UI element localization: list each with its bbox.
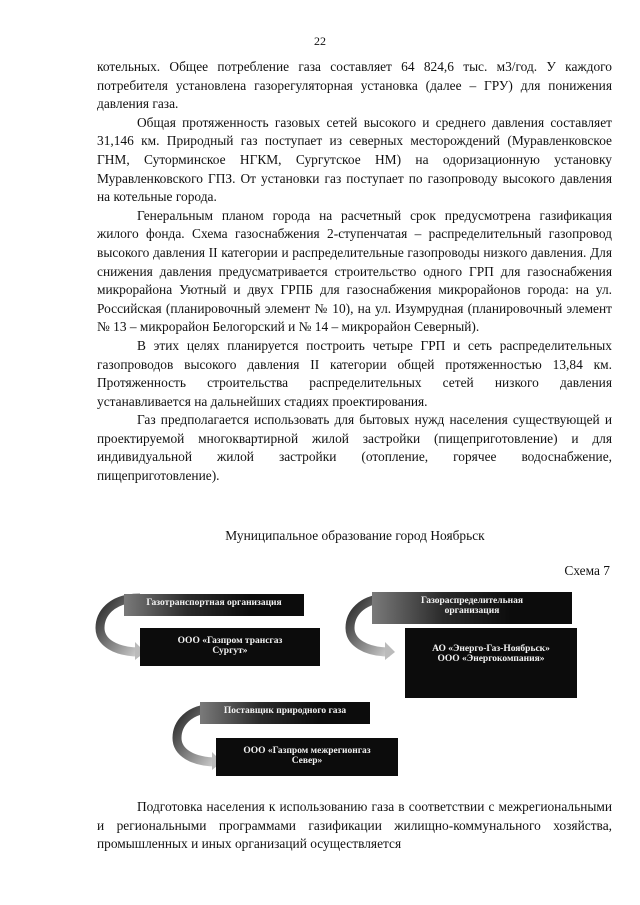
- gas-distribution-org-box: [405, 628, 577, 698]
- gas-distribution-org-header: [372, 592, 572, 624]
- bottom-text: [97, 798, 612, 854]
- paragraph-1: котельных. Общее потребление газа составляет 64 824,6 тыс. м3/год. У каждого потребителя установлена газорегуляторная установка (далее – ГРУ) для понижения давления газа.: [97, 59, 612, 112]
- gas-distribution-org-header-line1: Газораспределительная: [421, 596, 523, 606]
- paragraph-4: В этих целях планируется построить четыре ГРП и сеть распределительных газопроводов высокого давления II категории общей протяженностью 13,84 км. Протяженность строительства распределительных сетей низкого давления устанавливается на дальнейших стадиях проектирования.: [97, 337, 612, 409]
- gas-supplier-name-line2: Север»: [291, 756, 323, 766]
- gas-supply-diagram: [0, 580, 640, 780]
- gas-transport-org-box: [140, 628, 320, 666]
- gas-supplier-header: [200, 702, 370, 724]
- gas-distribution-org-header-line2: организация: [444, 606, 500, 616]
- gas-transport-org-header-text: Газотранспортная организация: [146, 598, 282, 608]
- paragraph-2: Общая протяженность газовых сетей высокого и среднего давления составляет 31,146 км. Природный газ поступает из северных месторождений (Муравленковское ГНМ, Суторминское НГКМ, Сургутское НМ) на одоризационную установку Муравленковского ГПЗ. От установки газ поступает по газопроводу высокого давления на котельные города.: [97, 114, 612, 205]
- gas-transport-org-name-line1: ООО «Газпром трансгаз: [177, 636, 283, 646]
- paragraph-5: Газ предполагается использовать для бытовых нужд населения существующей и проектируемой многоквартирной жилой застройки (пищеприготовление) и для индивидуальной жилой застройки (отопление, горячее водоснабжение, пищеприготовление).: [97, 412, 612, 484]
- gas-transport-org-header: [124, 594, 304, 616]
- gas-supplier-name-line1: ООО «Газпром межрегионгаз: [243, 746, 371, 756]
- gas-supplier-box: [216, 738, 398, 776]
- gas-supplier-header-text: Поставщик природного газа: [223, 706, 347, 716]
- paragraph-6: Подготовка населения к использованию газа в соответствии с межрегиональными и региональными программами газификации жилищно-коммунального хозяйства, промышленных и иных организаций осуществляется: [97, 799, 612, 852]
- section-title: Муниципальное образование город Ноябрьск: [225, 528, 485, 543]
- page-number: 22: [314, 34, 326, 48]
- gas-distribution-org-name-line2: ООО «Энергокомпания»: [437, 654, 545, 664]
- paragraph-3: Генеральным планом города на расчетный срок предусмотрена газификация жилого фонда. Схема газоснабжения 2-ступенчатая – распределительный газопровод высокого давления II категории и распределительные газопроводы низкого давления. Для снижения давления предусматривается строительство одного ГРП для газоснабжения микрорайона Уютный и двух ГРПБ для газоснабжения микрорайонов города: на ул. Российская (планировочный элемент № 10), на ул. Изумрудная (планировочный элемент № 13 – микрорайон Белогорский и № 14 – микрорайон Северный).: [97, 207, 612, 335]
- gas-transport-org-name-line2: Сургут»: [212, 646, 248, 656]
- body-text: [97, 58, 612, 486]
- scheme-label: Схема 7: [564, 563, 610, 578]
- gas-distribution-org-name-line1: АО «Энерго-Газ-Ноябрьск»: [432, 644, 550, 654]
